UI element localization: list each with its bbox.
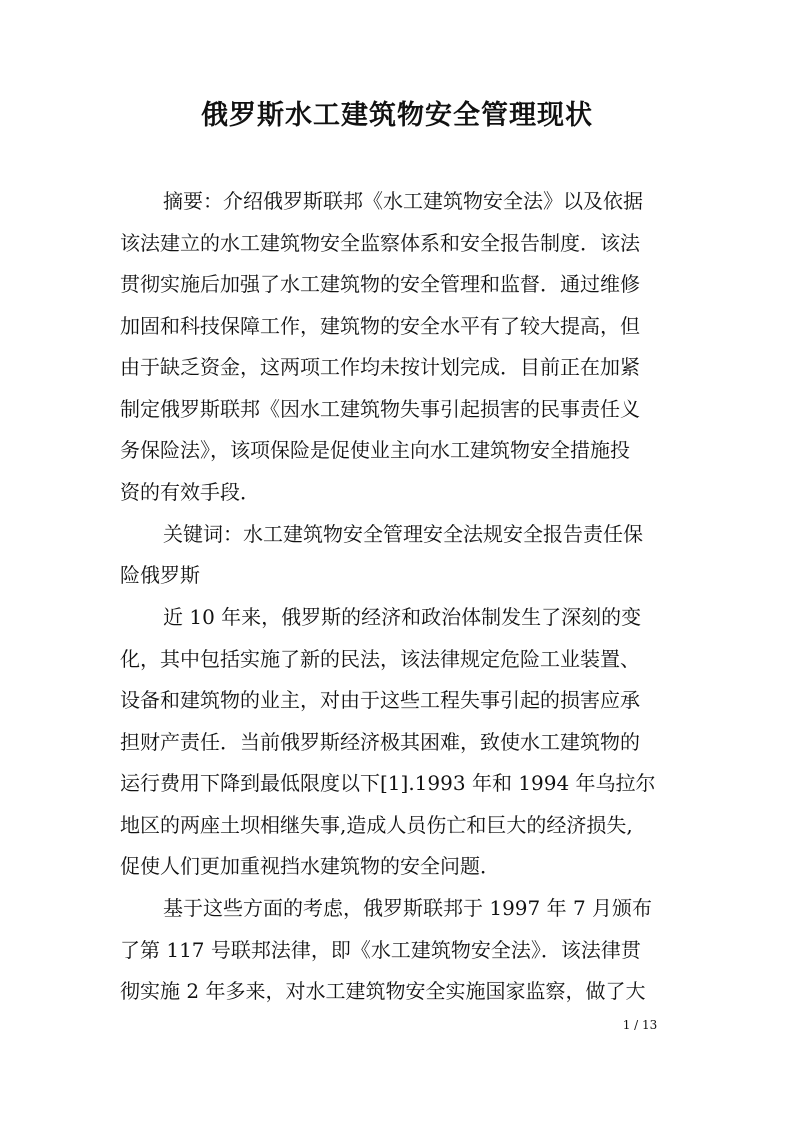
paragraph-2-line-3: 彻实施 2 年多来，对水工建筑物安全实施国家监察，做了大 — [120, 979, 646, 1003]
abstract-line-7: 务保险法》，该项保险是促使业主向水工建筑物安全措施投 — [120, 438, 630, 462]
paragraph-1-line-3: 设备和建筑物的业主，对由于这些工程失事引起的损害应承 — [120, 688, 640, 712]
paragraph-2-line-1: 基于这些方面的考虑，俄罗斯联邦于 1997 年 7 月颁布 — [163, 896, 653, 920]
abstract-line-6: 制定俄罗斯联邦《因水工建筑物失事引起损害的民事责任义 — [120, 397, 640, 421]
paragraph-1-line-1: 近 10 年来，俄罗斯的经济和政治体制发生了深刻的变 — [163, 605, 642, 629]
paragraph-1-line-7: 促使人们更加重视挡水建筑物的安全问题． — [120, 854, 500, 878]
paragraph-1-line-5: 运行费用下降到最低限度以下[1].1993 年和 1994 年乌拉尔 — [120, 771, 656, 795]
paragraph-1-line-4: 担财产责任．当前俄罗斯经济极其困难，致使水工建筑物的 — [120, 730, 640, 754]
keywords-line-2: 险俄罗斯 — [120, 563, 200, 587]
abstract-line-8: 资的有效手段． — [120, 480, 260, 504]
page-number: 1 / 13 — [622, 1018, 658, 1032]
abstract-line-2: 该法建立的水工建筑物安全监察体系和安全报告制度．该法 — [120, 231, 640, 255]
document-title: 俄罗斯水工建筑物安全管理现状 — [201, 100, 593, 131]
keywords-line-1: 关键词：水工建筑物安全管理安全法规安全报告责任保 — [163, 522, 643, 546]
abstract-line-3: 贯彻实施后加强了水工建筑物的安全管理和监督．通过维修 — [120, 272, 640, 296]
abstract-line-1: 摘要：介绍俄罗斯联邦《水工建筑物安全法》以及依据 — [163, 189, 643, 213]
paragraph-1-line-6: 地区的两座土坝相继失事,造成人员伤亡和巨大的经济损失, — [120, 813, 633, 837]
paragraph-1-line-2: 化，其中包括实施了新的民法，该法律规定危险工业装置、 — [120, 647, 640, 671]
abstract-line-4: 加固和科技保障工作，建筑物的安全水平有了较大提高，但 — [120, 314, 640, 338]
paragraph-2-line-2: 了第 117 号联邦法律，即《水工建筑物安全法》．该法律贯 — [120, 938, 641, 962]
abstract-line-5: 由于缺乏资金，这两项工作均未按计划完成．目前正在加紧 — [120, 355, 640, 379]
